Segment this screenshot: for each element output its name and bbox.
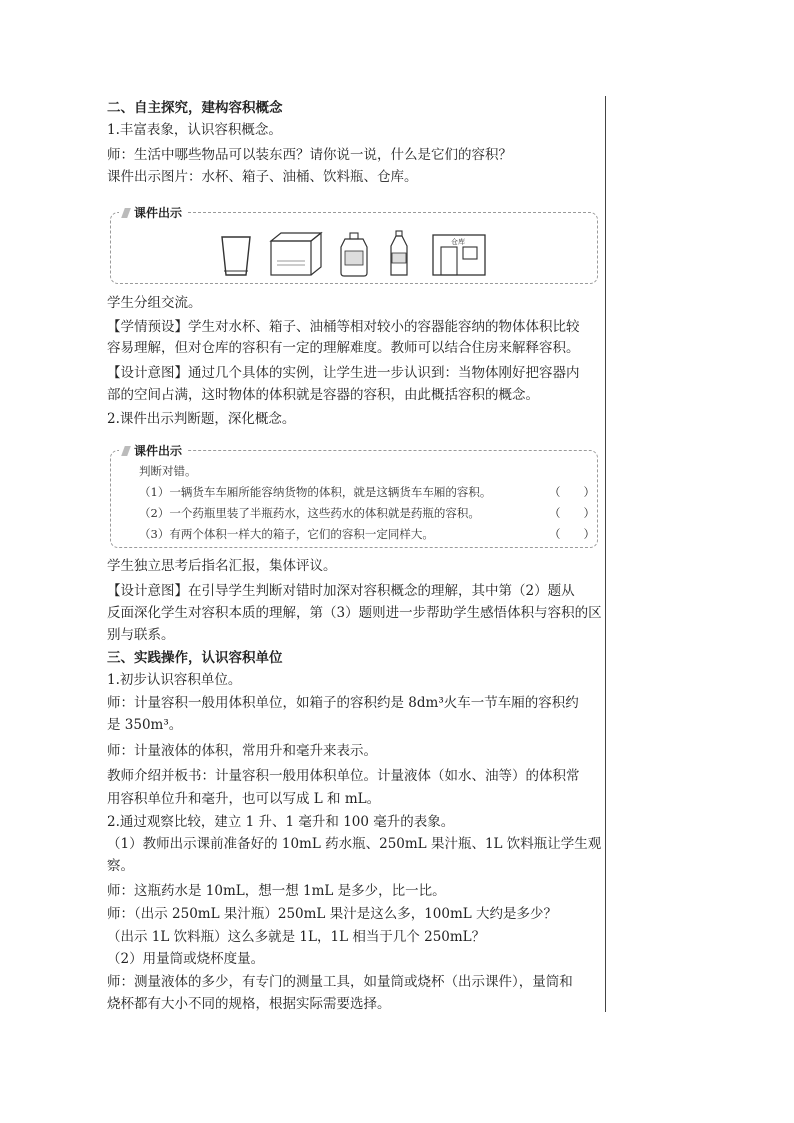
paragraph: 【设计意图】通过几个具体的实例，让学生进一步认识到：当物体刚好把容器内 <box>107 365 580 381</box>
paragraph: 2.课件出示判断题，深化概念。 <box>107 411 296 427</box>
paragraph: （出示 1L 饮料瓶）这么多就是 1L，1L 相当于几个 250mL？ <box>107 929 486 945</box>
question-3: （3）有两个体积一样大的箱子，它们的容积一定同样大。 <box>139 527 434 541</box>
paragraph: 1.丰富表象，认识容积概念。 <box>107 122 282 138</box>
box-icon <box>271 233 321 275</box>
paragraph: 师：（出示 250mL 果汁瓶）250mL 果汁是这么多，100mL 大约是多少？ <box>107 906 558 922</box>
paragraph: 学生独立思考后指名汇报，集体评议。 <box>107 558 337 574</box>
paragraph: （2）用量筒或烧杯度量。 <box>107 951 265 967</box>
courseware-box-images <box>110 206 598 284</box>
answer-blank-3: （ ） <box>549 527 595 541</box>
paragraph: 烧杯都有大小不同的规格，根据实际需要选择。 <box>107 996 391 1012</box>
section-2-title: 二、自主探究，建构容积概念 <box>107 100 283 116</box>
answer-blank-2: （ ） <box>549 506 595 520</box>
paragraph: 【设计意图】在引导学生判断对错时加深对容积概念的理解，其中第（2）题从 <box>107 583 575 599</box>
drink-bottle-icon <box>391 231 407 275</box>
paragraph: 是 350m³。 <box>107 717 183 733</box>
oil-drum-icon <box>341 233 367 276</box>
warehouse-label: 仓库 <box>451 238 465 246</box>
water-cup-icon <box>222 237 250 275</box>
paragraph: 反面深化学生对容积本质的理解，第（3）题则进一步帮助学生感悟体积与容积的区 <box>107 605 602 621</box>
paragraph: 部的空间占满，这时物体的体积就是容器的容积，由此概括容积的概念。 <box>107 387 539 403</box>
paragraph: 用容积单位升和毫升，也可以写成 L 和 mL。 <box>107 791 381 807</box>
right-border-line <box>605 96 606 1012</box>
paragraph: 师：生活中哪些物品可以装东西？请你说一说，什么是它们的容积？ <box>107 147 512 163</box>
paragraph: 师：计量液体的体积，常用升和毫升来表示。 <box>107 743 377 759</box>
courseware-illustrations <box>111 213 597 283</box>
question-1: （1）一辆货车车厢所能容纳货物的体积，就是这辆货车车厢的容积。 <box>139 485 492 499</box>
paragraph: 2.通过观察比较，建立 1 升、1 毫升和 100 毫升的表象。 <box>107 814 455 830</box>
question-intro: 判断对错。 <box>139 464 197 478</box>
courseware-tab-label: 课件出示 <box>119 204 188 221</box>
paragraph: 师：计量容积一般用体积单位，如箱子的容积约是 8dm³火车一节车厢的容积约 <box>107 695 579 711</box>
paragraph: 师：测量液体的多少，有专门的测量工具，如量筒或烧杯（出示课件），量筒和 <box>107 974 573 990</box>
paragraph: 【学情预设】学生对水杯、箱子、油桶等相对较小的容器能容纳的物体体积比较 <box>107 319 580 335</box>
section-3-title: 三、实践操作，认识容积单位 <box>107 650 283 666</box>
question-2: （2）一个药瓶里装了半瓶药水，这些药水的体积就是药瓶的容积。 <box>139 506 480 520</box>
paragraph: （1）教师出示课前准备好的 10mL 药水瓶、250mL 果汁瓶、1L 饮料瓶让学生观 <box>107 836 602 852</box>
paragraph: 1.初步认识容积单位。 <box>107 672 242 688</box>
paragraph: 师：这瓶药水是 10mL，想一想 1mL 是多少，比一比。 <box>107 883 446 899</box>
paragraph: 容易理解，但对仓库的容积有一定的理解难度。教师可以结合住房来解释容积。 <box>107 340 580 356</box>
courseware-box-questions <box>110 444 598 548</box>
courseware-tab-label: 课件出示 <box>119 442 188 459</box>
warehouse-icon <box>433 235 485 275</box>
paragraph: 课件出示图片：水杯、箱子、油桶、饮料瓶、仓库。 <box>107 169 418 185</box>
paragraph: 教师介绍并板书：计量容积一般用体积单位。计量液体（如水、油等）的体积常 <box>107 768 580 784</box>
paragraph: 学生分组交流。 <box>107 295 202 311</box>
answer-blank-1: （ ） <box>549 485 595 499</box>
paragraph: 别与联系。 <box>107 627 175 643</box>
paragraph: 察。 <box>107 858 134 874</box>
